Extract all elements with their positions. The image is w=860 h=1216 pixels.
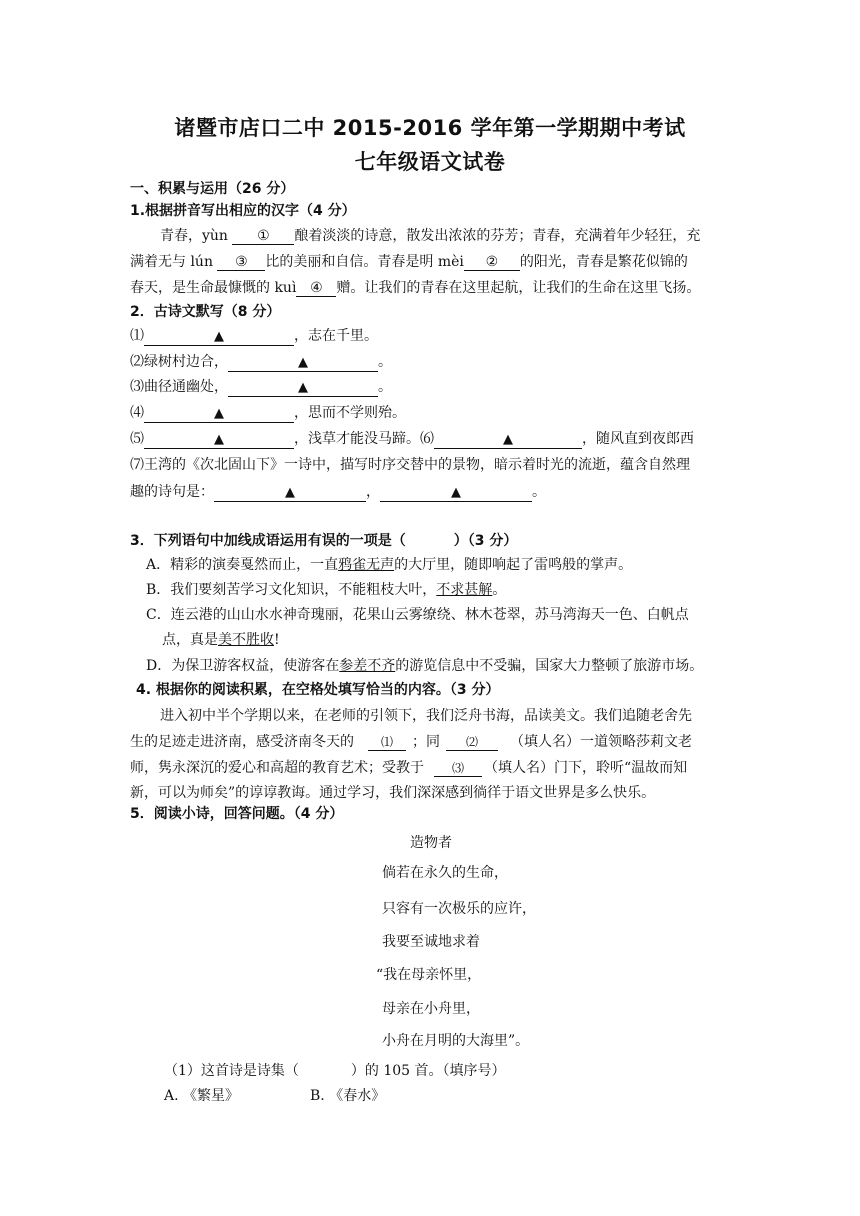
q2-item-7-line-1: ⑺王湾的《次北固山下》一诗中，描写时序交替中的景物，暗示着时光的流逝，蕴含自然理 xyxy=(130,457,690,473)
poem-line: “我在母亲怀里， xyxy=(376,967,482,983)
section-1-heading: 一、积累与运用（26 分） xyxy=(130,181,295,197)
q2-text: 趣的诗句是： xyxy=(130,484,214,500)
q4-heading: 4. 根据你的阅读积累，在空格处填写恰当的内容。（3 分） xyxy=(136,682,500,698)
q4-text: ；同 xyxy=(412,734,440,750)
q4-text: 师，隽永深沉的爱心和高超的教育艺术；受教于 xyxy=(130,760,424,776)
q1-text: 满着无与 lún xyxy=(130,254,218,270)
poem-line: 只容有一次极乐的应许， xyxy=(382,901,536,917)
q2-answer-blank: ▲ xyxy=(144,406,294,423)
q5-text: ）的 105 首。（填序号） xyxy=(350,1063,506,1079)
q3-text: 的游览信息中不受骗，国家大力整顿了旅游市场。 xyxy=(395,658,704,674)
poem-line: 我要至诚地求着 xyxy=(382,934,480,950)
q3-text: ! xyxy=(274,632,280,648)
q2-item-4 xyxy=(130,403,406,423)
q3-heading-text: ）（3 分） xyxy=(453,533,518,549)
q2-text: ，志在千里。 xyxy=(294,328,378,344)
q2-text: ，思而不学则殆。 xyxy=(294,405,406,421)
q3-option-d xyxy=(146,656,703,676)
q1-blank-3: ③ xyxy=(217,254,265,271)
q5-sub-question-1 xyxy=(164,1061,506,1081)
q2-item-number: ⑸ xyxy=(130,431,144,447)
q1-line-2 xyxy=(130,252,688,272)
q2-text: 。 xyxy=(532,484,546,500)
q4-text: （填人名）一道领略莎莉文老 xyxy=(510,734,692,750)
q2-item-number: ⑷ xyxy=(130,405,144,421)
q2-answer-blank: ▲ xyxy=(380,485,532,502)
q3-text: B．我们要刻苦学习文化知识，不能粗枝大叶， xyxy=(146,582,437,598)
q4-text: 生的足迹走进济南，感受济南冬天的 xyxy=(130,734,354,750)
q4-blank-2: ⑵ xyxy=(446,734,498,751)
q2-text: ⑶曲径通幽处， xyxy=(130,379,228,395)
q2-answer-blank: ▲ xyxy=(228,355,378,372)
q3-heading-text: 3．下列语句中加线成语运用有误的一项是（ xyxy=(130,533,406,549)
q3-option-c-line-1: C．连云港的山山水水神奇瑰丽，花果山云雾缭绕、林木苍翠，苏马湾海天一色、白帆点 xyxy=(146,607,689,623)
q3-underlined-idiom: 参差不齐 xyxy=(339,658,396,674)
q1-text: 赠。让我们的青春在这里起航，让我们的生命在这里飞扬。 xyxy=(336,280,701,296)
q1-heading: 1.根据拼音写出相应的汉字（4 分） xyxy=(130,203,356,219)
q3-text: A．精彩的演奏戛然而止，一直 xyxy=(146,557,339,573)
q3-text: D．为保卫游客权益，使游客在 xyxy=(146,658,340,674)
q1-text: 比的美丽和自信。青春是明 mèi xyxy=(265,254,464,270)
q4-blank-3: ⑶ xyxy=(434,760,482,777)
q1-blank-1: ① xyxy=(232,228,294,245)
q2-item-7-line-2 xyxy=(130,482,546,502)
q5-text: （1）这首诗是诗集（ xyxy=(164,1063,299,1079)
q2-text: ，浅草才能没马蹄。⑹ xyxy=(294,431,434,447)
q2-item-5-6 xyxy=(130,429,694,449)
q2-answer-blank: ▲ xyxy=(228,380,378,397)
q2-text: 。 xyxy=(378,354,392,370)
q3-option-c-line-2 xyxy=(162,630,280,650)
poem-line: 母亲在小舟里， xyxy=(382,1001,480,1017)
q2-answer-blank: ▲ xyxy=(144,432,294,449)
q3-text: 。 xyxy=(492,582,507,598)
q3-underlined-idiom: 鸦雀无声 xyxy=(338,557,395,573)
q5-option-b: B. 《春水》 xyxy=(310,1088,386,1104)
q2-item-3 xyxy=(130,377,392,397)
q5-option-a: A. 《繁星》 xyxy=(164,1088,240,1104)
q1-text: 的阳光，青春是繁花似锦的 xyxy=(519,254,688,270)
q3-option-a xyxy=(146,555,632,575)
q2-item-number: ⑴ xyxy=(130,328,144,344)
q3-heading xyxy=(130,531,517,551)
q3-option-b xyxy=(146,580,506,600)
q2-item-1 xyxy=(130,326,378,346)
poem-title: 造物者 xyxy=(410,835,452,851)
q1-text: 酿着淡淡的诗意，散发出浓浓的芬芳；青春，充满着年少轻狂，充 xyxy=(294,228,701,244)
q2-answer-blank: ▲ xyxy=(434,432,582,449)
q1-line-3 xyxy=(130,278,700,298)
q1-blank-2: ② xyxy=(464,254,520,271)
q4-line-3 xyxy=(130,758,687,778)
q3-text: 点，真是 xyxy=(162,632,218,648)
q2-text: ， xyxy=(366,484,380,500)
q4-line-2 xyxy=(130,732,692,752)
q2-answer-blank: ▲ xyxy=(214,485,366,502)
q2-item-2 xyxy=(130,352,392,372)
q4-text: （填人名）门下，聆听“温故而知 xyxy=(484,760,688,776)
q1-blank-4: ④ xyxy=(296,280,336,297)
q3-underlined-idiom: 美不胜收 xyxy=(218,632,274,648)
q2-answer-blank: ▲ xyxy=(144,329,294,346)
poem-line: 小舟在月明的大海里”。 xyxy=(382,1033,530,1049)
exam-title: 诸暨市店口二中 2015-2016 学年第一学期期中考试 xyxy=(174,116,686,140)
q3-underlined-idiom: 不求甚解 xyxy=(436,582,493,598)
q2-text: 。 xyxy=(378,379,392,395)
q5-heading: 5．阅读小诗，回答问题。（4 分） xyxy=(130,806,344,822)
q2-text: ，随风直到夜郎西 xyxy=(582,431,694,447)
q1-line-1 xyxy=(160,226,700,246)
q2-text: ⑵绿树村边合， xyxy=(130,354,228,370)
q4-blank-1: ⑴ xyxy=(368,734,406,751)
q3-text: 的大厅里，随即响起了雷鸣般的掌声。 xyxy=(394,557,633,573)
q1-text: 春天，是生命最慷慨的 kuì xyxy=(130,280,297,296)
q4-line-1: 进入初中半个学期以来，在老师的引领下，我们泛舟书海，品读美文。我们追随老舍先 xyxy=(160,708,692,724)
exam-subtitle: 七年级语文试卷 xyxy=(354,150,506,174)
q2-heading: 2．古诗文默写（8 分） xyxy=(130,304,281,320)
poem-line: 倘若在永久的生命， xyxy=(382,865,508,881)
q1-text: 青春，yùn xyxy=(160,228,233,244)
q4-line-4: 新，可以为师矣”的谆谆教诲。通过学习，我们深深感到徜徉于语文世界是多么快乐。 xyxy=(130,785,656,801)
